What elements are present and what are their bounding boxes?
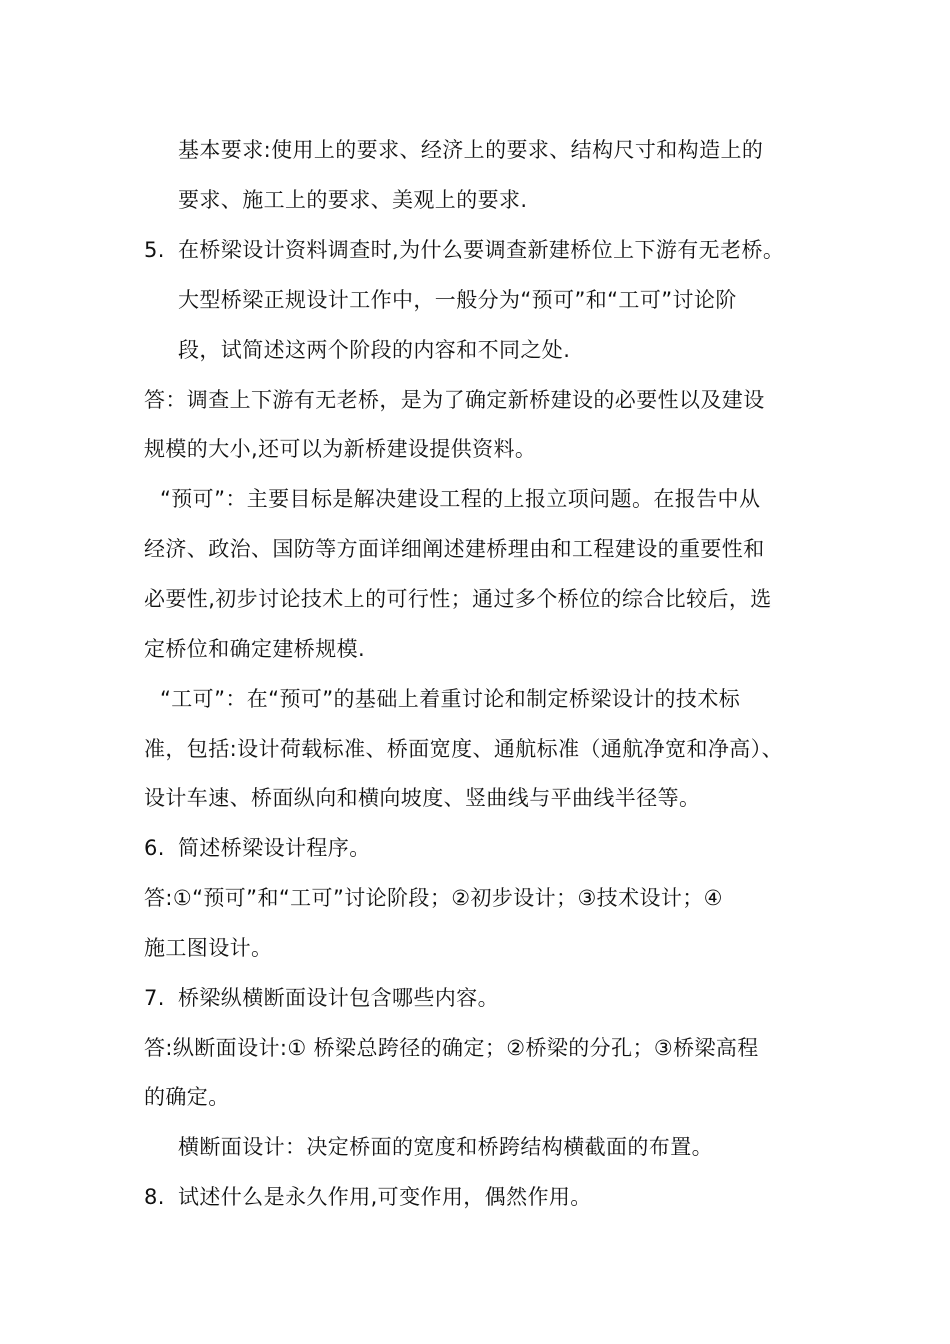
text-line [178, 285, 737, 315]
line-text: 试述什么是永久作用,可变作用，偶然作用。 [178, 1185, 592, 1209]
text-line [178, 335, 570, 365]
text-line [144, 933, 272, 963]
text-line [144, 1082, 230, 1112]
line-text: 基本要求:使用上的要求、经济上的要求、结构尺寸和构造上的 [178, 138, 764, 162]
line-text: 段，试简述这两个阶段的内容和不同之处. [178, 338, 571, 362]
line-text: 桥梁纵横断面设计包含哪些内容。 [178, 986, 499, 1010]
line-text: 答：调查上下游有无老桥，是为了确定新桥建设的必要性以及建设 [144, 388, 765, 412]
text-line [160, 484, 760, 514]
line-text: 在桥梁设计资料调查时,为什么要调查新建桥位上下游有无老桥。 [178, 238, 785, 262]
text-line [144, 235, 784, 265]
text-line [178, 135, 763, 165]
line-text: 横断面设计：决定桥面的宽度和桥跨结构横截面的布置。 [178, 1135, 713, 1159]
text-line [160, 684, 740, 714]
text-line [144, 1182, 592, 1212]
item-number: 7. [144, 986, 165, 1010]
text-line [144, 385, 765, 415]
text-line [144, 634, 365, 664]
text-line [144, 883, 723, 913]
text-line [144, 434, 536, 464]
text-line [144, 534, 765, 564]
line-text: 经济、政治、国防等方面详细阐述建桥理由和工程建设的重要性和 [144, 537, 765, 561]
line-text: 大型桥梁正规设计工作中，一般分为“预可”和“工可”讨论阶 [178, 288, 737, 312]
text-line [144, 734, 783, 764]
text-line [144, 584, 772, 614]
line-text: “工可”：在“预可”的基础上着重讨论和制定桥梁设计的技术标 [160, 687, 741, 711]
text-line [178, 1132, 713, 1162]
item-number: 8. [144, 1185, 165, 1209]
text-line [144, 983, 499, 1013]
line-text: 规模的大小,还可以为新桥建设提供资料。 [144, 437, 537, 461]
line-text: 设计车速、桥面纵向和横向坡度、竖曲线与平曲线半径等。 [144, 786, 701, 810]
text-line [144, 833, 371, 863]
line-text: 的确定。 [144, 1085, 230, 1109]
line-text: 简述桥梁设计程序。 [178, 836, 371, 860]
line-text: 必要性,初步讨论技术上的可行性；通过多个桥位的综合比较后，选 [144, 587, 772, 611]
line-text: 答:①“预可”和“工可”讨论阶段；②初步设计；③技术设计；④ [144, 886, 723, 910]
line-text: “预可”：主要目标是解决建设工程的上报立项问题。在报告中从 [160, 487, 761, 511]
text-line [144, 1033, 759, 1063]
text-line [144, 783, 700, 813]
line-text: 定桥位和确定建桥规模. [144, 637, 366, 661]
text-line [178, 185, 527, 215]
line-text: 要求、施工上的要求、美观上的要求. [178, 188, 528, 212]
line-text: 施工图设计。 [144, 936, 273, 960]
item-number: 5. [144, 238, 165, 262]
line-text: 答:纵断面设计:① 桥梁总跨径的确定；②桥梁的分孔；③桥梁高程 [144, 1036, 759, 1060]
line-text: 准，包括:设计荷载标准、桥面宽度、通航标准（通航净宽和净高）、 [144, 737, 783, 761]
item-number: 6. [144, 836, 165, 860]
